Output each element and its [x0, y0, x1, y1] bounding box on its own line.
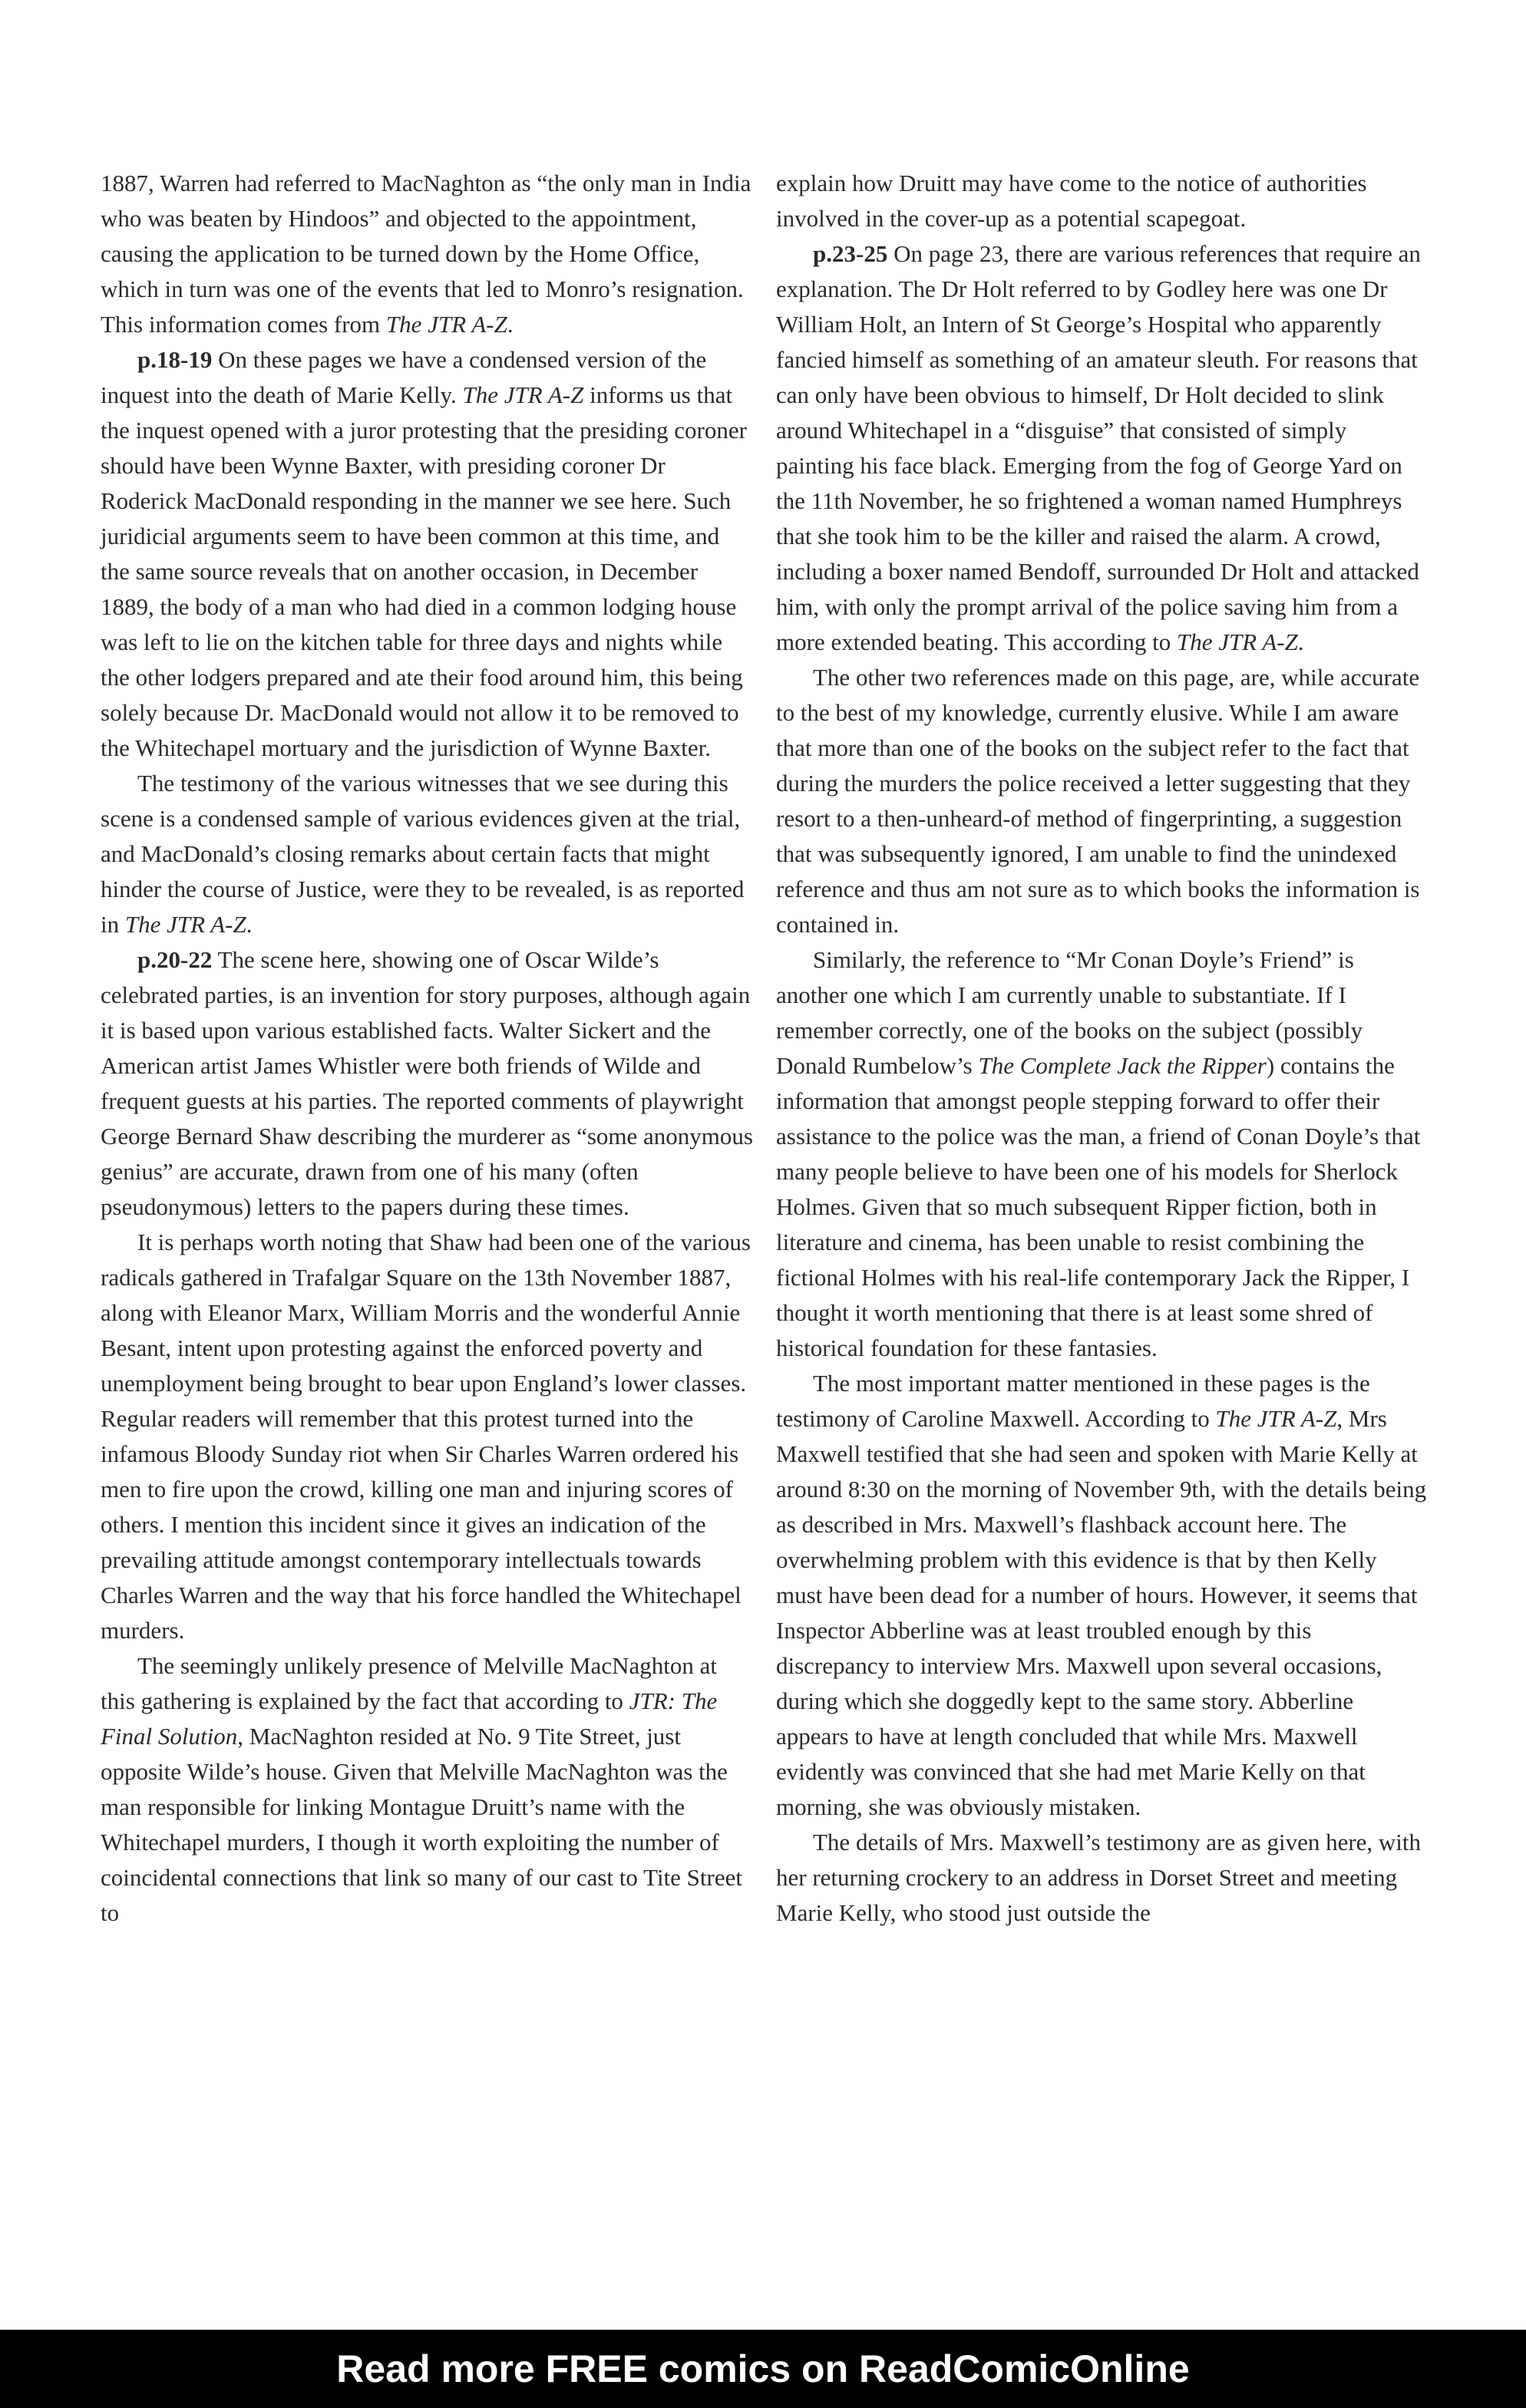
book-title: The JTR A-Z: [124, 911, 246, 938]
paragraph-text: The most important matter mentioned in these pages is the testimony of Caroline Maxwell. According to: [776, 1370, 1370, 1432]
paragraph-text: The scene here, showing one of Oscar Wilde’s celebrated parties, is an invention for story purposes, although again it is based upon various established facts. Walter Sickert and the American artist James Whistler were both friends of Wilde and frequent guests at his parties. The reported comments of playwright George Bernard Shaw describing the murderer as “some anonymous genius” are accurate, drawn from one of his many (often pseudonymous) letters to the papers during these times.: [101, 946, 753, 1220]
paragraph: [776, 166, 1429, 236]
promo-banner-text: Read more FREE comics on ReadComicOnline: [336, 2347, 1190, 2390]
paragraph: [101, 166, 753, 342]
paragraph-text: ) contains the information that amongst people stepping forward to offer their assistance to the police was the man, a friend of Conan Doyle’s that many people believe to have been one of his models for Sherlock Holmes. Given that so much subsequent Ripper fiction, both in literature and cinema, has been unable to resist combining the fictional Holmes with his real-life contemporary Jack the Ripper, I thought it worth mentioning that there is at least some shred of historical foundation for these fantasies.: [776, 1052, 1421, 1361]
paragraph: [101, 766, 753, 942]
paragraph-text: Similarly, the reference to “Mr Conan Doyle’s Friend” is another one which I am currently unable to substantiate. If I remember correctly, one of the books on the subject (possibly Donald Rumbelow’s: [776, 946, 1363, 1079]
book-title: The JTR A-Z: [1176, 628, 1298, 655]
paragraph: [101, 1225, 753, 1648]
paragraph: [101, 1648, 753, 1931]
page-reference: p.20-22: [137, 946, 213, 973]
paragraph-text: The other two references made on this page, are, while accurate to the best of my knowledge, currently elusive. While I am aware that more than one of the books on the subject refer to the fact that during the murders the police received a letter suggesting that they resort to a then-unheard-of method of fingerprinting, a suggestion that was subsequently ignored, I am unable to find the unindexed reference and thus am not sure as to which books the information is contained in.: [776, 664, 1420, 938]
paragraph-text: .: [507, 311, 514, 338]
paragraph-text: On these pages we have a condensed version of the inquest into the death of Marie Kelly.: [101, 346, 707, 408]
paragraph: [776, 236, 1429, 660]
paragraph-text: .: [1297, 628, 1304, 655]
page-reference: p.18-19: [137, 346, 213, 373]
paragraph: [101, 342, 753, 766]
paragraph: [776, 1825, 1429, 1931]
promo-banner[interactable]: [0, 2330, 1526, 2408]
left-text-column: [101, 166, 753, 1931]
paragraph: [776, 660, 1429, 942]
paragraph-text: On page 23, there are various references that require an explanation. The Dr Holt referred to by Godley here was one Dr William Holt, an Intern of St George’s Hospital who apparently fancied himself as something of an amateur sleuth. For reasons that can only have been obvious to himself, Dr Holt decided to slink around Whitechapel in a “disguise” that consisted of simply painting his face black. Emerging from the fog of George Yard on the 11th November, he so frightened a woman named Humphreys that she took him to be the killer and raised the alarm. A crowd, including a boxer named Bendoff, surrounded Dr Holt and attacked him, with only the prompt arrival of the police saving him from a more extended beating. This according to: [776, 240, 1421, 655]
book-title: The Complete Jack the Ripper: [978, 1052, 1267, 1079]
paragraph-text: explain how Druitt may have come to the notice of authorities involved in the cover-up as a potential scapegoat.: [776, 170, 1367, 232]
paragraph-text: , MacNaghton resided at No. 9 Tite Street, just opposite Wilde’s house. Given that Melville MacNaghton was the man responsible for linking Montague Druitt’s name with the Whitechapel murders, I though it worth exploiting the number of coincidental connections that link so many of our cast to Tite Street to: [101, 1723, 742, 1926]
paragraph: [776, 942, 1429, 1366]
paragraph-text: , Mrs Maxwell testified that she had seen and spoken with Marie Kelly at around 8:30 on the morning of November 9th, with the details being as described in Mrs. Maxwell’s flashback account here. The overwhelming problem with this evidence is that by then Kelly must have been dead for a number of hours. However, it seems that Inspector Abberline was at least troubled enough by this discrepancy to interview Mrs. Maxwell upon several occasions, during which she doggedly kept to the same story. Abberline appears to have at length concluded that while Mrs. Maxwell evidently was convinced that she had met Marie Kelly on that morning, she was obviously mistaken.: [776, 1405, 1427, 1820]
book-title: The JTR A-Z: [462, 381, 584, 408]
paragraph-text: The testimony of the various witnesses that we see during this scene is a condensed sample of various evidences given at the trial, and MacDonald’s closing remarks about certain facts that might hinder the course of Justice, were they to be revealed, is as reported in: [101, 770, 745, 938]
paragraph-text: The seemingly unlikely presence of Melville MacNaghton at this gathering is explained by the fact that according to: [101, 1652, 717, 1714]
right-text-column: [776, 166, 1429, 1931]
book-title: The JTR A-Z: [385, 311, 507, 338]
paragraph: [776, 1366, 1429, 1825]
paragraph-text: It is perhaps worth noting that Shaw had been one of the various radicals gathered in Trafalgar Square on the 13th November 1887, along with Eleanor Marx, William Morris and the wonderful Annie Besant, intent upon protesting against the enforced poverty and unemployment being brought to bear upon England’s lower classes. Regular readers will remember that this protest turned into the infamous Bloody Sunday riot when Sir Charles Warren ordered his men to fire upon the crowd, killing one man and injuring scores of others. I mention this incident since it gives an indication of the prevailing attitude amongst contemporary intellectuals towards Charles Warren and the way that his force handled the Whitechapel murders.: [101, 1229, 751, 1644]
book-title: The JTR A-Z: [1215, 1405, 1337, 1432]
page-reference: p.23-25: [813, 240, 888, 267]
paragraph-text: .: [246, 911, 253, 938]
paragraph: [101, 942, 753, 1225]
paragraph-text: informs us that the inquest opened with a juror protesting that the presiding coroner should have been Wynne Baxter, with presiding coroner Dr Roderick MacDonald responding in the manner we see here. Such juridicial arguments seem to have been common at this time, and the same source reveals that on another occasion, in December 1889, the body of a man who had died in a common lodging house was left to lie on the kitchen table for three days and nights while the other lodgers prepared and ate their food around him, this being solely because Dr. MacDonald would not allow it to be removed to the Whitechapel mortuary and the jurisdiction of Wynne Baxter.: [101, 381, 747, 761]
paragraph-text: The details of Mrs. Maxwell’s testimony are as given here, with her returning crockery to an address in Dorset Street and meeting Marie Kelly, who stood just outside the: [776, 1829, 1422, 1926]
paragraph-text: 1887, Warren had referred to MacNaghton as “the only man in India who was beaten by Hindoos” and objected to the appointment, causing the application to be turned down by the Home Office, which in turn was one of the events that led to Monro’s resignation. This information comes from: [101, 170, 751, 338]
book-title: JTR: The Final Solution: [101, 1687, 718, 1750]
